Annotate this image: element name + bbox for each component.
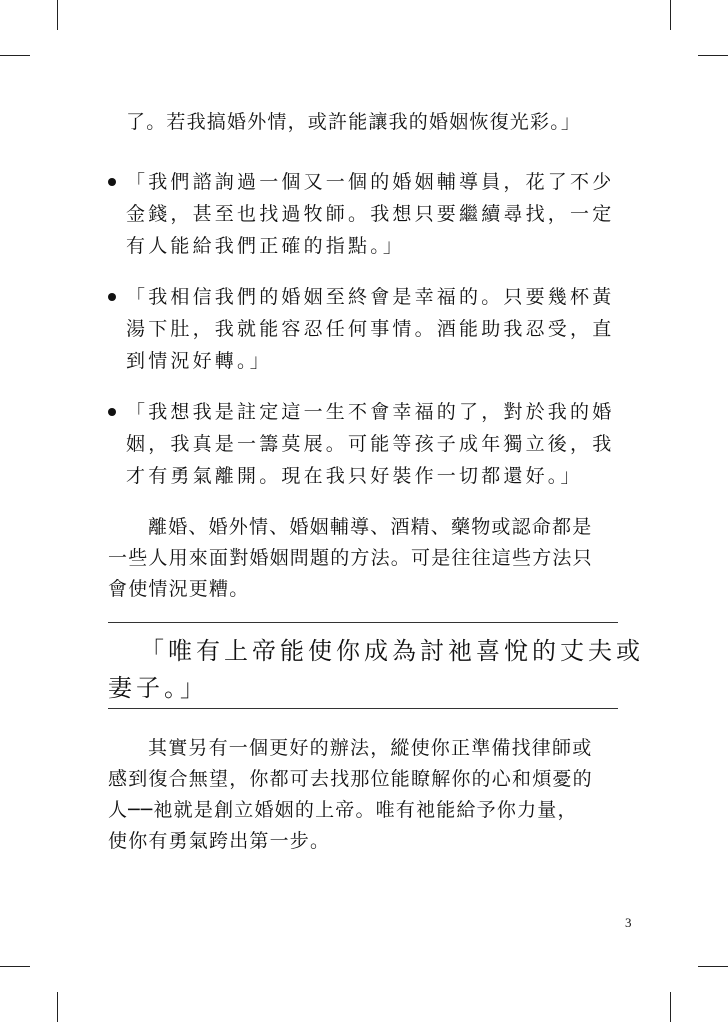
pullquote-bottom-rule bbox=[108, 708, 618, 709]
pullquote-line: 妻子。」 bbox=[108, 674, 208, 702]
pullquote-line: 「唯有上帝能使你成為討祂喜悅的丈夫或 bbox=[140, 637, 644, 665]
bullet-line: 「我們諮詢過一個又一個的婚姻輔導員，花了不少 bbox=[126, 171, 615, 193]
crop-mark-top-left-horizontal bbox=[0, 55, 30, 56]
paragraph-line: 離婚、婚外情、婚姻輔導、酒精、藥物或認命都是 bbox=[148, 516, 593, 538]
paragraph-line: 感到復合無望，你都可去找那位能瞭解你的心和煩憂的 bbox=[108, 768, 593, 790]
pullquote-top-rule bbox=[108, 622, 618, 623]
bullet-line: 「我相信我們的婚姻至終會是幸福的。只要幾杯黃 bbox=[126, 286, 615, 308]
crop-mark-bottom-left-horizontal bbox=[0, 966, 30, 967]
bullet-line: 金錢，甚至也找過牧師。我想只要繼續尋找，一定 bbox=[126, 203, 615, 225]
paragraph-line: 其實另有一個更好的辦法，縱使你正準備找律師或 bbox=[148, 737, 593, 759]
bullet-line: 「我想我是註定這一生不會幸福的了，對於我的婚 bbox=[126, 401, 615, 423]
continuation-line: 了。若我搞婚外情，或許能讓我的婚姻恢復光彩。」 bbox=[126, 111, 582, 133]
page-number: 3 bbox=[625, 915, 632, 930]
paragraph-line: 會使情況更糟。 bbox=[108, 578, 250, 600]
crop-mark-bottom-right-vertical bbox=[670, 992, 671, 1022]
crop-mark-bottom-right-horizontal bbox=[698, 966, 728, 967]
paragraph-line: 一些人用來面對婚姻問題的方法。可是往往這些方法只 bbox=[108, 547, 593, 569]
crop-mark-top-left-vertical bbox=[57, 0, 58, 30]
crop-mark-top-right-vertical bbox=[670, 0, 671, 30]
bullet-line: 才有勇氣離開。現在我只好裝作一切都還好。」 bbox=[126, 465, 583, 487]
crop-mark-top-right-horizontal bbox=[698, 55, 728, 56]
bullet-line: 湯下肚，我就能容忍任何事情。酒能助我忍受，直 bbox=[126, 318, 615, 340]
paragraph-line: 使你有勇氣跨出第一步。 bbox=[108, 830, 331, 852]
bullet-line: 姻，我真是一籌莫展。可能等孩子成年獨立後，我 bbox=[126, 433, 615, 455]
paragraph-line: 人──祂就是創立婚姻的上帝。唯有祂能給予你力量， bbox=[108, 799, 578, 821]
bullet-line: 有人能給我們正確的指點。」 bbox=[126, 235, 406, 257]
bullet-line: 到情況好轉。」 bbox=[126, 350, 272, 372]
crop-mark-bottom-left-vertical bbox=[57, 992, 58, 1022]
